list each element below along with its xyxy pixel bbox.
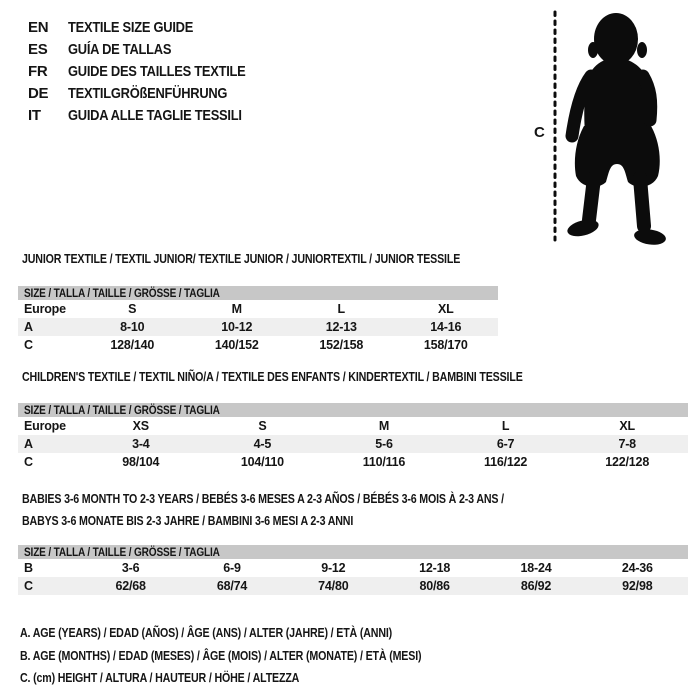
size-value: 5-6: [323, 435, 445, 453]
language-title: TEXTILGRÖßENFÜHRUNG: [68, 84, 228, 102]
size-header-row: [18, 545, 688, 559]
size-value: 152/158: [319, 338, 364, 352]
size-value: 3-6: [121, 561, 140, 575]
toddler-shape: [566, 13, 667, 247]
size-value: 9-12: [321, 561, 346, 575]
section-title-line: CHILDREN'S TEXTILE / TEXTIL NIÑO/A / TEXTILE DES ENFANTS / KINDERTEXTIL / BAMBINI TESSILE: [22, 369, 523, 384]
size-value: XL: [437, 302, 454, 316]
size-row: [18, 336, 498, 354]
section-title: [22, 369, 688, 385]
size-row: [18, 559, 688, 577]
size-row-label: B: [24, 561, 33, 575]
size-value: L: [337, 302, 345, 316]
size-value: S: [258, 419, 267, 433]
size-row-label: C: [18, 577, 80, 595]
size-value: 12-13: [289, 318, 394, 336]
size-value: 14-16: [394, 318, 499, 336]
size-row: [18, 300, 498, 318]
size-value: 104/110: [240, 455, 284, 469]
size-value: 24-36: [621, 561, 653, 575]
babies-size-table: [18, 545, 688, 595]
language-row: [28, 82, 274, 104]
language-row: [28, 104, 274, 126]
size-header-row: [18, 286, 498, 300]
size-value: 128/140: [110, 338, 155, 352]
size-value: 122/128: [605, 455, 650, 469]
size-value: 6-9: [223, 561, 241, 575]
size-value: 158/170: [423, 338, 468, 352]
section-title: [22, 488, 688, 532]
size-header-row: [18, 403, 688, 417]
size-value: 7-8: [566, 435, 688, 453]
legend-line: A. AGE (YEARS) / EDAD (AÑOS) / ÂGE (ANS) / ALTER (JAHRE) / ETÀ (ANNI): [20, 625, 393, 640]
size-value: 12-18: [419, 561, 451, 575]
legend-line: C. (cm) HEIGHT / ALTURA / HAUTEUR / HÖHE / ALTEZZA: [20, 670, 300, 685]
section-title-line: BABYS 3-6 MONATE BIS 2-3 JAHRE / BAMBINI 3-6 MESI A 2-3 ANNI: [22, 513, 354, 528]
baby-silhouette-icon: [530, 0, 700, 260]
size-value: 116/122: [484, 455, 528, 469]
height-marker-label: C: [534, 124, 545, 141]
size-row: [18, 577, 688, 595]
size-value: L: [501, 419, 510, 433]
language-row: [28, 38, 274, 60]
size-value: S: [128, 302, 137, 316]
size-row: [18, 453, 688, 471]
legend-line: B. AGE (MONTHS) / EDAD (MESES) / ÂGE (MOIS) / ALTER (MONATE) / ETÀ (MESI): [20, 647, 422, 663]
size-row: [18, 318, 498, 336]
language-row: [28, 60, 274, 82]
size-value: 68/74: [181, 577, 282, 595]
size-row: [18, 435, 688, 453]
size-value: 92/98: [587, 577, 688, 595]
legend: [20, 622, 510, 690]
size-row-label: A: [18, 318, 80, 336]
language-code: FR: [28, 62, 48, 80]
language-title: TEXTILE SIZE GUIDE: [68, 18, 194, 36]
size-row-label: Europe: [24, 302, 66, 316]
size-value: 86/92: [485, 577, 586, 595]
language-list: [28, 16, 274, 126]
language-row: [28, 16, 274, 38]
size-value: M: [231, 302, 242, 316]
language-title: GUIDA ALLE TAGLIE TESSILI: [68, 106, 242, 124]
size-value: 8-10: [80, 318, 185, 336]
section-title: [22, 251, 498, 267]
children-size-table: [18, 403, 688, 471]
size-value: 74/80: [283, 577, 384, 595]
size-value: 110/116: [362, 455, 406, 469]
size-row-label: Europe: [24, 419, 66, 433]
size-value: 10-12: [185, 318, 290, 336]
section-babies: [18, 488, 688, 595]
baby-figure: [530, 0, 700, 260]
size-value: XL: [619, 419, 635, 433]
language-code: EN: [28, 18, 49, 36]
size-value: 18-24: [520, 561, 552, 575]
language-code: IT: [28, 106, 41, 124]
section-junior: [18, 251, 498, 354]
size-value: 4-5: [202, 435, 324, 453]
size-header-cell: SIZE / TALLA / TAILLE / GRÖSSE / TAGLIA: [18, 545, 688, 559]
size-value: 98/104: [122, 455, 160, 469]
section-title-line: JUNIOR TEXTILE / TEXTIL JUNIOR/ TEXTILE JUNIOR / JUNIORTEXTIL / JUNIOR TESSILE: [22, 251, 461, 266]
language-code: DE: [28, 84, 49, 102]
section-title-line: BABIES 3-6 MONTH TO 2-3 YEARS / BEBÉS 3-6 MESES A 2-3 AÑOS / BÉBÉS 3-6 MOIS À 2-3 ANS /: [22, 491, 504, 506]
size-value: 62/68: [80, 577, 181, 595]
size-value: 80/86: [384, 577, 485, 595]
size-row-label: C: [24, 455, 33, 469]
size-row: [18, 417, 688, 435]
size-row-label: A: [18, 435, 80, 453]
size-header-cell: SIZE / TALLA / TAILLE / GRÖSSE / TAGLIA: [18, 403, 688, 417]
language-code: ES: [28, 40, 48, 58]
junior-size-table: [18, 286, 498, 354]
section-children: [18, 369, 688, 471]
size-value: M: [378, 419, 390, 433]
size-value: 6-7: [445, 435, 567, 453]
size-value: 3-4: [80, 435, 202, 453]
language-title: GUÍA DE TALLAS: [68, 40, 172, 58]
size-row-label: C: [24, 338, 33, 352]
size-value: 140/152: [214, 338, 259, 352]
size-header-cell: SIZE / TALLA / TAILLE / GRÖSSE / TAGLIA: [18, 286, 498, 300]
size-value: XS: [132, 419, 149, 433]
language-title: GUIDE DES TAILLES TEXTILE: [68, 62, 246, 80]
